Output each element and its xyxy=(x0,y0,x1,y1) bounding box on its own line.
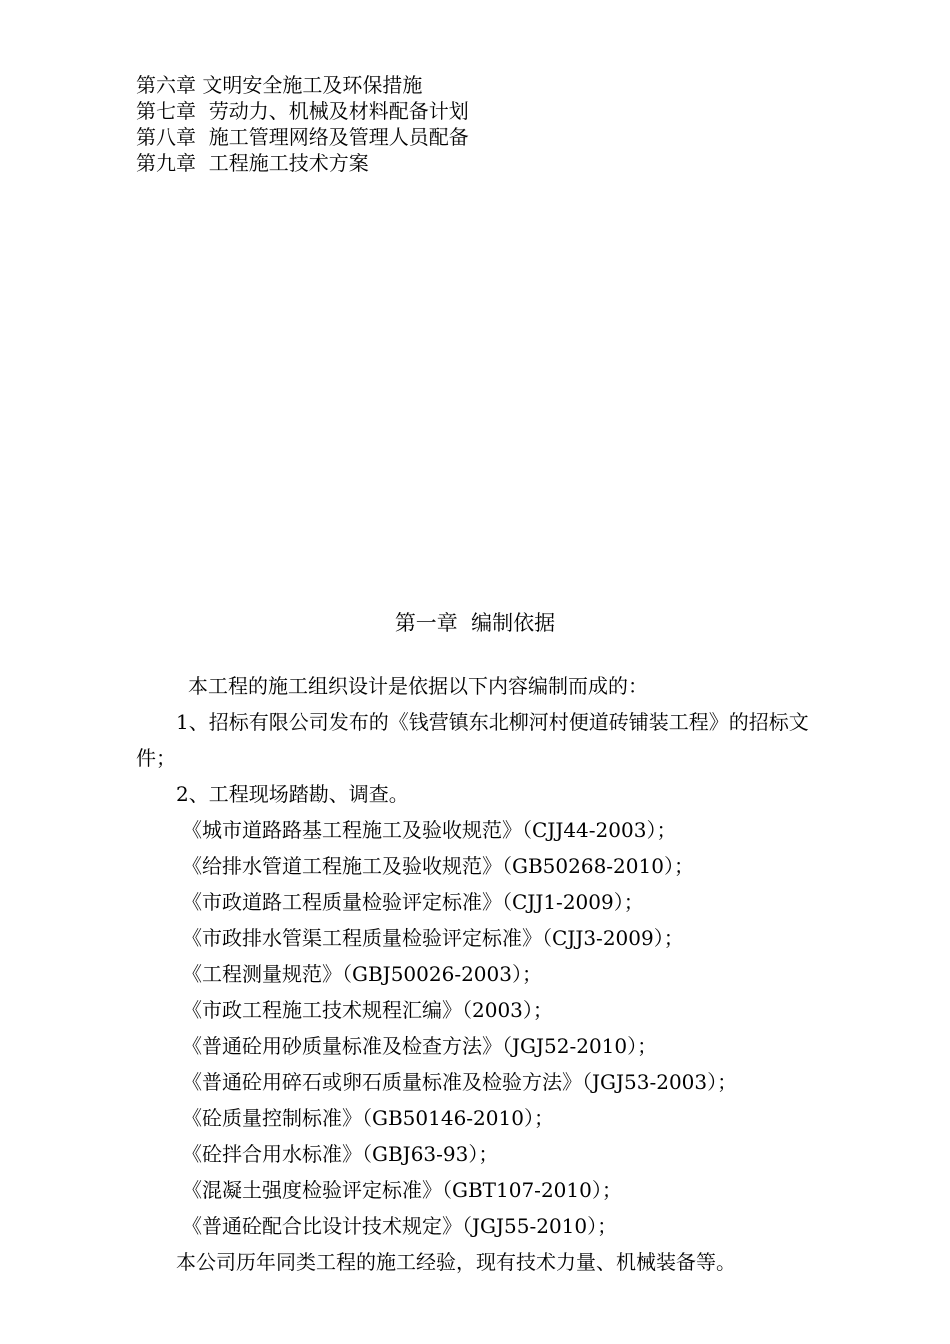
reference-standard: 《砼拌合用水标准》（GBJ63-93）； xyxy=(182,1142,499,1166)
closing-paragraph: 本公司历年同类工程的施工经验，现有技术力量、机械装备等。 xyxy=(176,1250,736,1274)
reference-standard: 《市政道路工程质量检验评定标准》（CJJ1-2009）； xyxy=(182,890,644,914)
reference-standard: 《普通砼用碎石或卵石质量标准及检验方法》（JGJ53-2003）； xyxy=(182,1070,738,1094)
reference-standard: 《普通砼用砂质量标准及检查方法》（JGJ52-2010）； xyxy=(182,1034,658,1058)
reference-standard: 《普通砼配合比设计技术规定》（JGJ55-2010）； xyxy=(182,1214,618,1238)
chapter-body xyxy=(136,668,826,1280)
toc-entry-chapter-6: 第六章 文明安全施工及环保措施 xyxy=(136,73,423,97)
intro-paragraph: 本工程的施工组织设计是依据以下内容编制而成的： xyxy=(188,674,648,698)
reference-standard: 《砼质量控制标准》（GB50146-2010）； xyxy=(182,1106,554,1130)
toc-entry-chapter-8: 第八章 施工管理网络及管理人员配备 xyxy=(136,125,469,149)
reference-standard: 《市政排水管渠工程质量检验评定标准》（CJJ3-2009）； xyxy=(182,926,684,950)
chapter-heading: 第一章 编制依据 xyxy=(394,611,556,635)
table-of-contents xyxy=(136,72,836,176)
toc-entry-chapter-7: 第七章 劳动力、机械及材料配备计划 xyxy=(136,99,469,123)
reference-standard: 《市政工程施工技术规程汇编》（2003）； xyxy=(182,998,553,1022)
reference-standard: 《工程测量规范》（GBJ50026-2003）； xyxy=(182,962,542,986)
reference-standard: 《城市道路路基工程施工及验收规范》（CJJ44-2003）； xyxy=(182,818,677,842)
basis-item-2: 2、工程现场踏勘、调查。 xyxy=(176,782,409,806)
reference-standard: 《混凝土强度检验评定标准》（GBT107-2010）； xyxy=(182,1178,622,1202)
basis-item-1: 1、招标有限公司发布的《钱营镇东北柳河村便道砖铺装工程》的招标文件； xyxy=(136,710,809,770)
toc-entry-chapter-9: 第九章 工程施工技术方案 xyxy=(136,151,369,175)
reference-standard: 《给排水管道工程施工及验收规范》（GB50268-2010）； xyxy=(182,854,694,878)
